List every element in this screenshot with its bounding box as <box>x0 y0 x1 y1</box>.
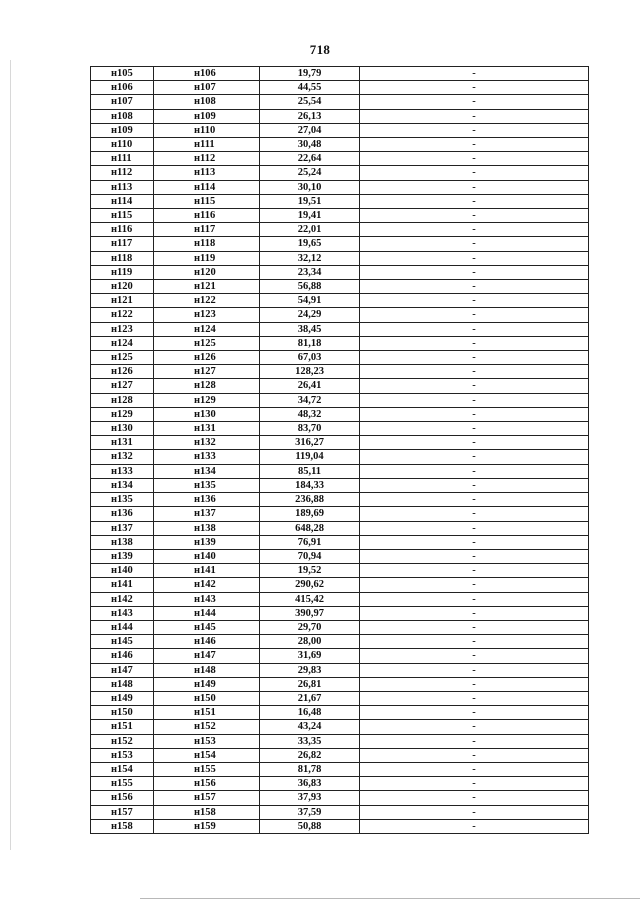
point-from-cell: н127 <box>91 379 154 393</box>
note-cell: - <box>360 280 589 294</box>
table-row <box>91 365 589 379</box>
length-cell: 19,65 <box>260 237 360 251</box>
length-cell: 48,32 <box>260 407 360 421</box>
note-cell: - <box>360 336 589 350</box>
table-row <box>91 450 589 464</box>
table-row <box>91 393 589 407</box>
point-to-cell: н118 <box>154 237 260 251</box>
note-cell: - <box>360 620 589 634</box>
note-cell: - <box>360 677 589 691</box>
boundary-points-table <box>90 66 589 834</box>
note-cell: - <box>360 635 589 649</box>
note-cell: - <box>360 691 589 705</box>
point-to-cell: н127 <box>154 365 260 379</box>
point-from-cell: н149 <box>91 691 154 705</box>
length-cell: 28,00 <box>260 635 360 649</box>
length-cell: 30,48 <box>260 138 360 152</box>
point-to-cell: н121 <box>154 280 260 294</box>
note-cell: - <box>360 663 589 677</box>
table-row <box>91 507 589 521</box>
note-cell: - <box>360 578 589 592</box>
length-cell: 31,69 <box>260 649 360 663</box>
point-from-cell: н107 <box>91 95 154 109</box>
point-from-cell: н114 <box>91 194 154 208</box>
point-from-cell: н129 <box>91 407 154 421</box>
note-cell: - <box>360 450 589 464</box>
note-cell: - <box>360 748 589 762</box>
note-cell: - <box>360 407 589 421</box>
note-cell: - <box>360 123 589 137</box>
point-to-cell: н150 <box>154 691 260 705</box>
length-cell: 19,51 <box>260 194 360 208</box>
length-cell: 50,88 <box>260 819 360 833</box>
note-cell: - <box>360 322 589 336</box>
table-row <box>91 436 589 450</box>
point-to-cell: н120 <box>154 265 260 279</box>
table-row <box>91 564 589 578</box>
point-from-cell: н140 <box>91 564 154 578</box>
point-to-cell: н151 <box>154 706 260 720</box>
table-row <box>91 464 589 478</box>
point-to-cell: н123 <box>154 308 260 322</box>
note-cell: - <box>360 194 589 208</box>
point-from-cell: н123 <box>91 322 154 336</box>
length-cell: 25,54 <box>260 95 360 109</box>
point-to-cell: н145 <box>154 620 260 634</box>
length-cell: 70,94 <box>260 549 360 563</box>
note-cell: - <box>360 379 589 393</box>
point-to-cell: н113 <box>154 166 260 180</box>
table-row <box>91 521 589 535</box>
length-cell: 76,91 <box>260 535 360 549</box>
point-from-cell: н145 <box>91 635 154 649</box>
length-cell: 67,03 <box>260 351 360 365</box>
point-to-cell: н143 <box>154 592 260 606</box>
point-from-cell: н135 <box>91 493 154 507</box>
point-to-cell: н159 <box>154 819 260 833</box>
table-row <box>91 734 589 748</box>
point-from-cell: н133 <box>91 464 154 478</box>
point-to-cell: н114 <box>154 180 260 194</box>
note-cell: - <box>360 791 589 805</box>
scan-bottom-line <box>140 898 640 899</box>
length-cell: 34,72 <box>260 393 360 407</box>
point-to-cell: н134 <box>154 464 260 478</box>
point-to-cell: н112 <box>154 152 260 166</box>
point-from-cell: н130 <box>91 422 154 436</box>
point-to-cell: н125 <box>154 336 260 350</box>
table-row <box>91 351 589 365</box>
note-cell: - <box>360 549 589 563</box>
point-to-cell: н149 <box>154 677 260 691</box>
point-from-cell: н112 <box>91 166 154 180</box>
note-cell: - <box>360 706 589 720</box>
note-cell: - <box>360 308 589 322</box>
table-row <box>91 294 589 308</box>
note-cell: - <box>360 720 589 734</box>
point-from-cell: н132 <box>91 450 154 464</box>
note-cell: - <box>360 81 589 95</box>
table-row <box>91 606 589 620</box>
note-cell: - <box>360 464 589 478</box>
note-cell: - <box>360 535 589 549</box>
table-row <box>91 649 589 663</box>
length-cell: 32,12 <box>260 251 360 265</box>
table-row <box>91 223 589 237</box>
note-cell: - <box>360 223 589 237</box>
note-cell: - <box>360 294 589 308</box>
table-row <box>91 95 589 109</box>
length-cell: 21,67 <box>260 691 360 705</box>
point-to-cell: н138 <box>154 521 260 535</box>
point-to-cell: н119 <box>154 251 260 265</box>
table-row <box>91 819 589 833</box>
table-row <box>91 422 589 436</box>
note-cell: - <box>360 138 589 152</box>
point-to-cell: н136 <box>154 493 260 507</box>
note-cell: - <box>360 209 589 223</box>
note-cell: - <box>360 606 589 620</box>
point-from-cell: н115 <box>91 209 154 223</box>
table-row <box>91 535 589 549</box>
table-row <box>91 109 589 123</box>
length-cell: 33,35 <box>260 734 360 748</box>
point-to-cell: н158 <box>154 805 260 819</box>
point-from-cell: н136 <box>91 507 154 521</box>
point-from-cell: н134 <box>91 478 154 492</box>
length-cell: 128,23 <box>260 365 360 379</box>
point-from-cell: н105 <box>91 67 154 81</box>
point-from-cell: н142 <box>91 592 154 606</box>
point-from-cell: н116 <box>91 223 154 237</box>
point-from-cell: н110 <box>91 138 154 152</box>
point-from-cell: н138 <box>91 535 154 549</box>
point-to-cell: н116 <box>154 209 260 223</box>
table-row <box>91 791 589 805</box>
table-row <box>91 379 589 393</box>
length-cell: 24,29 <box>260 308 360 322</box>
point-from-cell: н150 <box>91 706 154 720</box>
point-to-cell: н157 <box>154 791 260 805</box>
table-row <box>91 762 589 776</box>
note-cell: - <box>360 351 589 365</box>
point-from-cell: н111 <box>91 152 154 166</box>
length-cell: 390,97 <box>260 606 360 620</box>
note-cell: - <box>360 805 589 819</box>
point-from-cell: н118 <box>91 251 154 265</box>
boundary-table-container <box>90 66 589 834</box>
length-cell: 29,70 <box>260 620 360 634</box>
point-to-cell: н133 <box>154 450 260 464</box>
point-from-cell: н154 <box>91 762 154 776</box>
length-cell: 25,24 <box>260 166 360 180</box>
note-cell: - <box>360 95 589 109</box>
length-cell: 290,62 <box>260 578 360 592</box>
note-cell: - <box>360 521 589 535</box>
table-row <box>91 237 589 251</box>
point-from-cell: н152 <box>91 734 154 748</box>
point-to-cell: н108 <box>154 95 260 109</box>
note-cell: - <box>360 365 589 379</box>
note-cell: - <box>360 422 589 436</box>
note-cell: - <box>360 592 589 606</box>
note-cell: - <box>360 777 589 791</box>
table-row <box>91 81 589 95</box>
note-cell: - <box>360 819 589 833</box>
length-cell: 27,04 <box>260 123 360 137</box>
length-cell: 26,13 <box>260 109 360 123</box>
table-row <box>91 67 589 81</box>
table-row <box>91 280 589 294</box>
point-to-cell: н130 <box>154 407 260 421</box>
point-to-cell: н155 <box>154 762 260 776</box>
table-row <box>91 578 589 592</box>
note-cell: - <box>360 436 589 450</box>
length-cell: 236,88 <box>260 493 360 507</box>
point-to-cell: н111 <box>154 138 260 152</box>
point-to-cell: н128 <box>154 379 260 393</box>
point-from-cell: н121 <box>91 294 154 308</box>
point-from-cell: н124 <box>91 336 154 350</box>
length-cell: 44,55 <box>260 81 360 95</box>
note-cell: - <box>360 109 589 123</box>
point-from-cell: н146 <box>91 649 154 663</box>
length-cell: 37,93 <box>260 791 360 805</box>
length-cell: 19,52 <box>260 564 360 578</box>
point-to-cell: н153 <box>154 734 260 748</box>
table-row <box>91 138 589 152</box>
table-row <box>91 635 589 649</box>
point-from-cell: н144 <box>91 620 154 634</box>
table-body <box>91 67 589 834</box>
table-row <box>91 194 589 208</box>
note-cell: - <box>360 166 589 180</box>
point-from-cell: н117 <box>91 237 154 251</box>
length-cell: 23,34 <box>260 265 360 279</box>
point-to-cell: н122 <box>154 294 260 308</box>
point-to-cell: н109 <box>154 109 260 123</box>
note-cell: - <box>360 67 589 81</box>
note-cell: - <box>360 478 589 492</box>
scan-edge-line <box>10 60 11 850</box>
point-to-cell: н135 <box>154 478 260 492</box>
length-cell: 415,42 <box>260 592 360 606</box>
table-row <box>91 805 589 819</box>
point-from-cell: н158 <box>91 819 154 833</box>
length-cell: 43,24 <box>260 720 360 734</box>
note-cell: - <box>360 393 589 407</box>
point-to-cell: н154 <box>154 748 260 762</box>
point-from-cell: н153 <box>91 748 154 762</box>
note-cell: - <box>360 152 589 166</box>
length-cell: 22,01 <box>260 223 360 237</box>
point-to-cell: н156 <box>154 777 260 791</box>
note-cell: - <box>360 493 589 507</box>
point-from-cell: н108 <box>91 109 154 123</box>
point-from-cell: н137 <box>91 521 154 535</box>
point-from-cell: н113 <box>91 180 154 194</box>
length-cell: 184,33 <box>260 478 360 492</box>
point-from-cell: н147 <box>91 663 154 677</box>
note-cell: - <box>360 507 589 521</box>
table-row <box>91 180 589 194</box>
point-from-cell: н157 <box>91 805 154 819</box>
table-row <box>91 478 589 492</box>
length-cell: 38,45 <box>260 322 360 336</box>
length-cell: 648,28 <box>260 521 360 535</box>
length-cell: 56,88 <box>260 280 360 294</box>
table-row <box>91 152 589 166</box>
point-from-cell: н143 <box>91 606 154 620</box>
point-from-cell: н139 <box>91 549 154 563</box>
point-from-cell: н151 <box>91 720 154 734</box>
point-from-cell: н128 <box>91 393 154 407</box>
point-to-cell: н147 <box>154 649 260 663</box>
table-row <box>91 592 589 606</box>
length-cell: 81,78 <box>260 762 360 776</box>
table-row <box>91 265 589 279</box>
length-cell: 85,11 <box>260 464 360 478</box>
table-row <box>91 407 589 421</box>
note-cell: - <box>360 237 589 251</box>
table-row <box>91 677 589 691</box>
table-row <box>91 166 589 180</box>
note-cell: - <box>360 180 589 194</box>
table-row <box>91 620 589 634</box>
point-from-cell: н156 <box>91 791 154 805</box>
table-row <box>91 308 589 322</box>
point-to-cell: н141 <box>154 564 260 578</box>
point-to-cell: н106 <box>154 67 260 81</box>
point-to-cell: н146 <box>154 635 260 649</box>
point-from-cell: н125 <box>91 351 154 365</box>
point-from-cell: н141 <box>91 578 154 592</box>
table-row <box>91 706 589 720</box>
point-from-cell: н106 <box>91 81 154 95</box>
length-cell: 189,69 <box>260 507 360 521</box>
point-from-cell: н148 <box>91 677 154 691</box>
point-to-cell: н142 <box>154 578 260 592</box>
table-row <box>91 720 589 734</box>
length-cell: 83,70 <box>260 422 360 436</box>
table-row <box>91 493 589 507</box>
point-to-cell: н129 <box>154 393 260 407</box>
note-cell: - <box>360 564 589 578</box>
point-to-cell: н132 <box>154 436 260 450</box>
point-to-cell: н131 <box>154 422 260 436</box>
point-to-cell: н110 <box>154 123 260 137</box>
length-cell: 29,83 <box>260 663 360 677</box>
point-to-cell: н137 <box>154 507 260 521</box>
point-to-cell: н107 <box>154 81 260 95</box>
length-cell: 37,59 <box>260 805 360 819</box>
length-cell: 119,04 <box>260 450 360 464</box>
table-row <box>91 663 589 677</box>
table-row <box>91 251 589 265</box>
table-row <box>91 123 589 137</box>
point-to-cell: н117 <box>154 223 260 237</box>
table-row <box>91 777 589 791</box>
point-to-cell: н115 <box>154 194 260 208</box>
length-cell: 16,48 <box>260 706 360 720</box>
length-cell: 26,82 <box>260 748 360 762</box>
table-row <box>91 209 589 223</box>
length-cell: 54,91 <box>260 294 360 308</box>
table-row <box>91 322 589 336</box>
note-cell: - <box>360 734 589 748</box>
point-from-cell: н119 <box>91 265 154 279</box>
point-from-cell: н155 <box>91 777 154 791</box>
length-cell: 26,41 <box>260 379 360 393</box>
note-cell: - <box>360 265 589 279</box>
length-cell: 36,83 <box>260 777 360 791</box>
note-cell: - <box>360 762 589 776</box>
length-cell: 19,41 <box>260 209 360 223</box>
point-to-cell: н152 <box>154 720 260 734</box>
length-cell: 26,81 <box>260 677 360 691</box>
point-to-cell: н140 <box>154 549 260 563</box>
page-number: 718 <box>309 42 331 57</box>
length-cell: 81,18 <box>260 336 360 350</box>
point-from-cell: н120 <box>91 280 154 294</box>
point-from-cell: н122 <box>91 308 154 322</box>
point-from-cell: н109 <box>91 123 154 137</box>
table-row <box>91 549 589 563</box>
length-cell: 30,10 <box>260 180 360 194</box>
length-cell: 22,64 <box>260 152 360 166</box>
point-to-cell: н124 <box>154 322 260 336</box>
point-to-cell: н126 <box>154 351 260 365</box>
length-cell: 19,79 <box>260 67 360 81</box>
length-cell: 316,27 <box>260 436 360 450</box>
table-row <box>91 691 589 705</box>
note-cell: - <box>360 251 589 265</box>
table-row <box>91 748 589 762</box>
note-cell: - <box>360 649 589 663</box>
point-from-cell: н131 <box>91 436 154 450</box>
table-row <box>91 336 589 350</box>
point-from-cell: н126 <box>91 365 154 379</box>
point-to-cell: н144 <box>154 606 260 620</box>
point-to-cell: н148 <box>154 663 260 677</box>
point-to-cell: н139 <box>154 535 260 549</box>
